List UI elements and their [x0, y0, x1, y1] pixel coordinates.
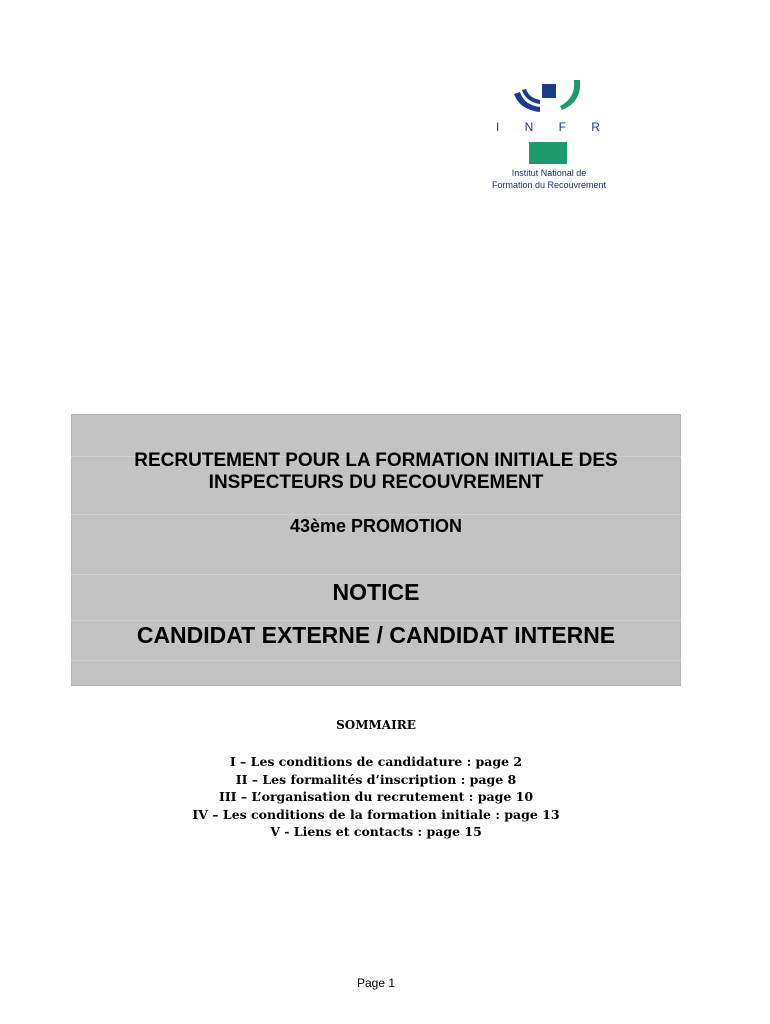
divider	[71, 620, 681, 621]
toc-item: IV – Les conditions de la formation initiale : page 13	[192, 806, 560, 822]
logo-mark-icon	[510, 78, 586, 118]
toc-item: I – Les conditions de candidature : page 2	[229, 754, 523, 769]
logo-blue-square	[542, 84, 556, 98]
title-box	[71, 414, 681, 686]
toc-item: II – Les formalités d’inscription : page 8	[235, 771, 517, 787]
document-heading	[71, 450, 681, 494]
divider	[71, 574, 681, 575]
sommaire-heading: SOMMAIRE	[336, 718, 416, 732]
notice-title: NOTICE	[332, 579, 420, 605]
heading-line: INSPECTEURS DU RECOUVREMENT	[208, 472, 544, 493]
table-of-contents	[0, 753, 752, 841]
logo-caption-line: Formation du Recouvrement	[491, 180, 607, 190]
logo-letter: N	[524, 120, 534, 134]
logo-caption-line: Institut National de	[511, 168, 587, 178]
logo-letter: R	[591, 120, 600, 134]
divider	[71, 660, 681, 661]
page-number: Page 1	[356, 976, 396, 990]
candidat-title: CANDIDAT EXTERNE / CANDIDAT INTERNE	[136, 622, 616, 648]
logo-letters	[496, 120, 600, 134]
divider	[71, 514, 681, 515]
infr-logo	[474, 78, 624, 198]
promotion-label: 43ème PROMOTION	[289, 516, 463, 536]
heading-line: RECRUTEMENT POUR LA FORMATION INITIALE DES	[134, 450, 618, 471]
logo-caption	[474, 167, 624, 191]
toc-item: III – L’organisation du recrutement : page 10	[218, 789, 534, 804]
toc-item: V - Liens et contacts : page 15	[270, 824, 482, 839]
logo-letter: I	[496, 120, 500, 134]
logo-green-block	[529, 142, 567, 164]
logo-green-arc	[560, 80, 580, 110]
logo-letter: F	[558, 120, 566, 134]
